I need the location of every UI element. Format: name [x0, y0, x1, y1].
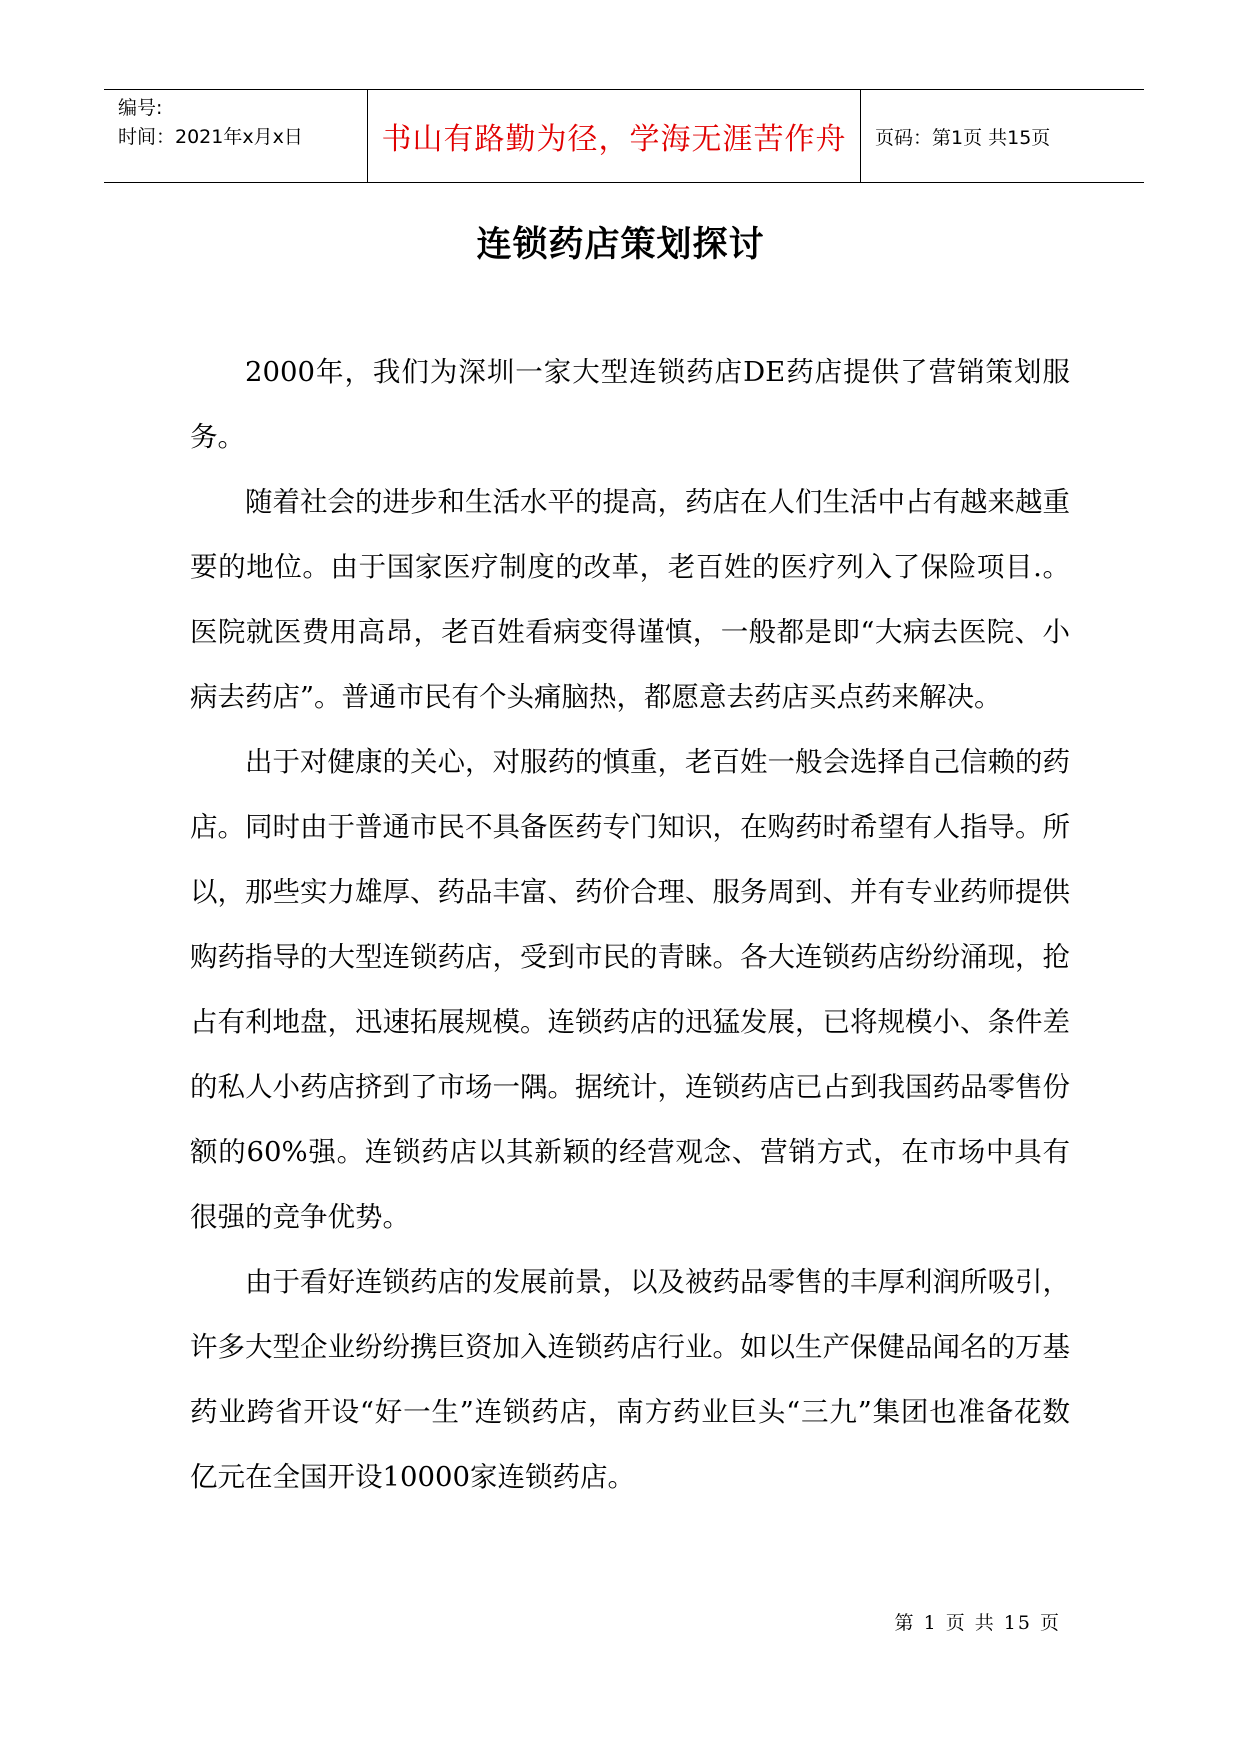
header-meta [104, 90, 368, 182]
header-motto: 书山有路勤为径，学海无涯苦作舟 [368, 90, 861, 182]
header-page-info: 页码：第1页 共15页 [875, 126, 1051, 149]
document-number-label: 编号: [118, 97, 163, 119]
paragraph: 2000年，我们为深圳一家大型连锁药店DE药店提供了营销策划服务。 [190, 356, 1070, 453]
page-footer: 第 1 页 共 15 页 [894, 1612, 1061, 1634]
paragraph: 随着社会的进步和生活水平的提高，药店在人们生活中占有越来越重要的地位。由于国家医疗制度的改革，老百姓的医疗列入了保险项目.。医院就医费用高昂，老百姓看病变得谨慎，一般都是即“大病去医院、小病去药店”。普通市民有个头痛脑热，都愿意去药店买点药来解决。 [190, 486, 1070, 713]
document-time-label: 时间：2021年x月x日 [118, 126, 303, 148]
paragraph: 出于对健康的关心，对服药的慎重，老百姓一般会选择自己信赖的药店。同时由于普通市民不具备医药专门知识，在购药时希望有人指导。所以，那些实力雄厚、药品丰富、药价合理、服务周到、并有专业药师提供购药指导的大型连锁药店，受到市民的青睐。各大连锁药店纷纷涌现，抢占有利地盘，迅速拓展规模。连锁药店的迅猛发展，已将规模小、条件差的私人小药店挤到了市场一隅。据统计，连锁药店已占到我国药品零售份额的60%强。连锁药店以其新颖的经营观念、营销方式，在市场中具有很强的竞争优势。 [190, 746, 1070, 1233]
document-title: 连锁药店策划探讨 [476, 224, 765, 265]
paragraph: 由于看好连锁药店的发展前景，以及被药品零售的丰厚利润所吸引，许多大型企业纷纷携巨资加入连锁药店行业。如以生产保健品闻名的万基药业跨省开设“好一生”连锁药店，南方药业巨头“三九”集团也准备花数亿元在全国开设10000家连锁药店。 [190, 1266, 1070, 1493]
document-body [190, 340, 1070, 1510]
document-header [104, 89, 1144, 183]
